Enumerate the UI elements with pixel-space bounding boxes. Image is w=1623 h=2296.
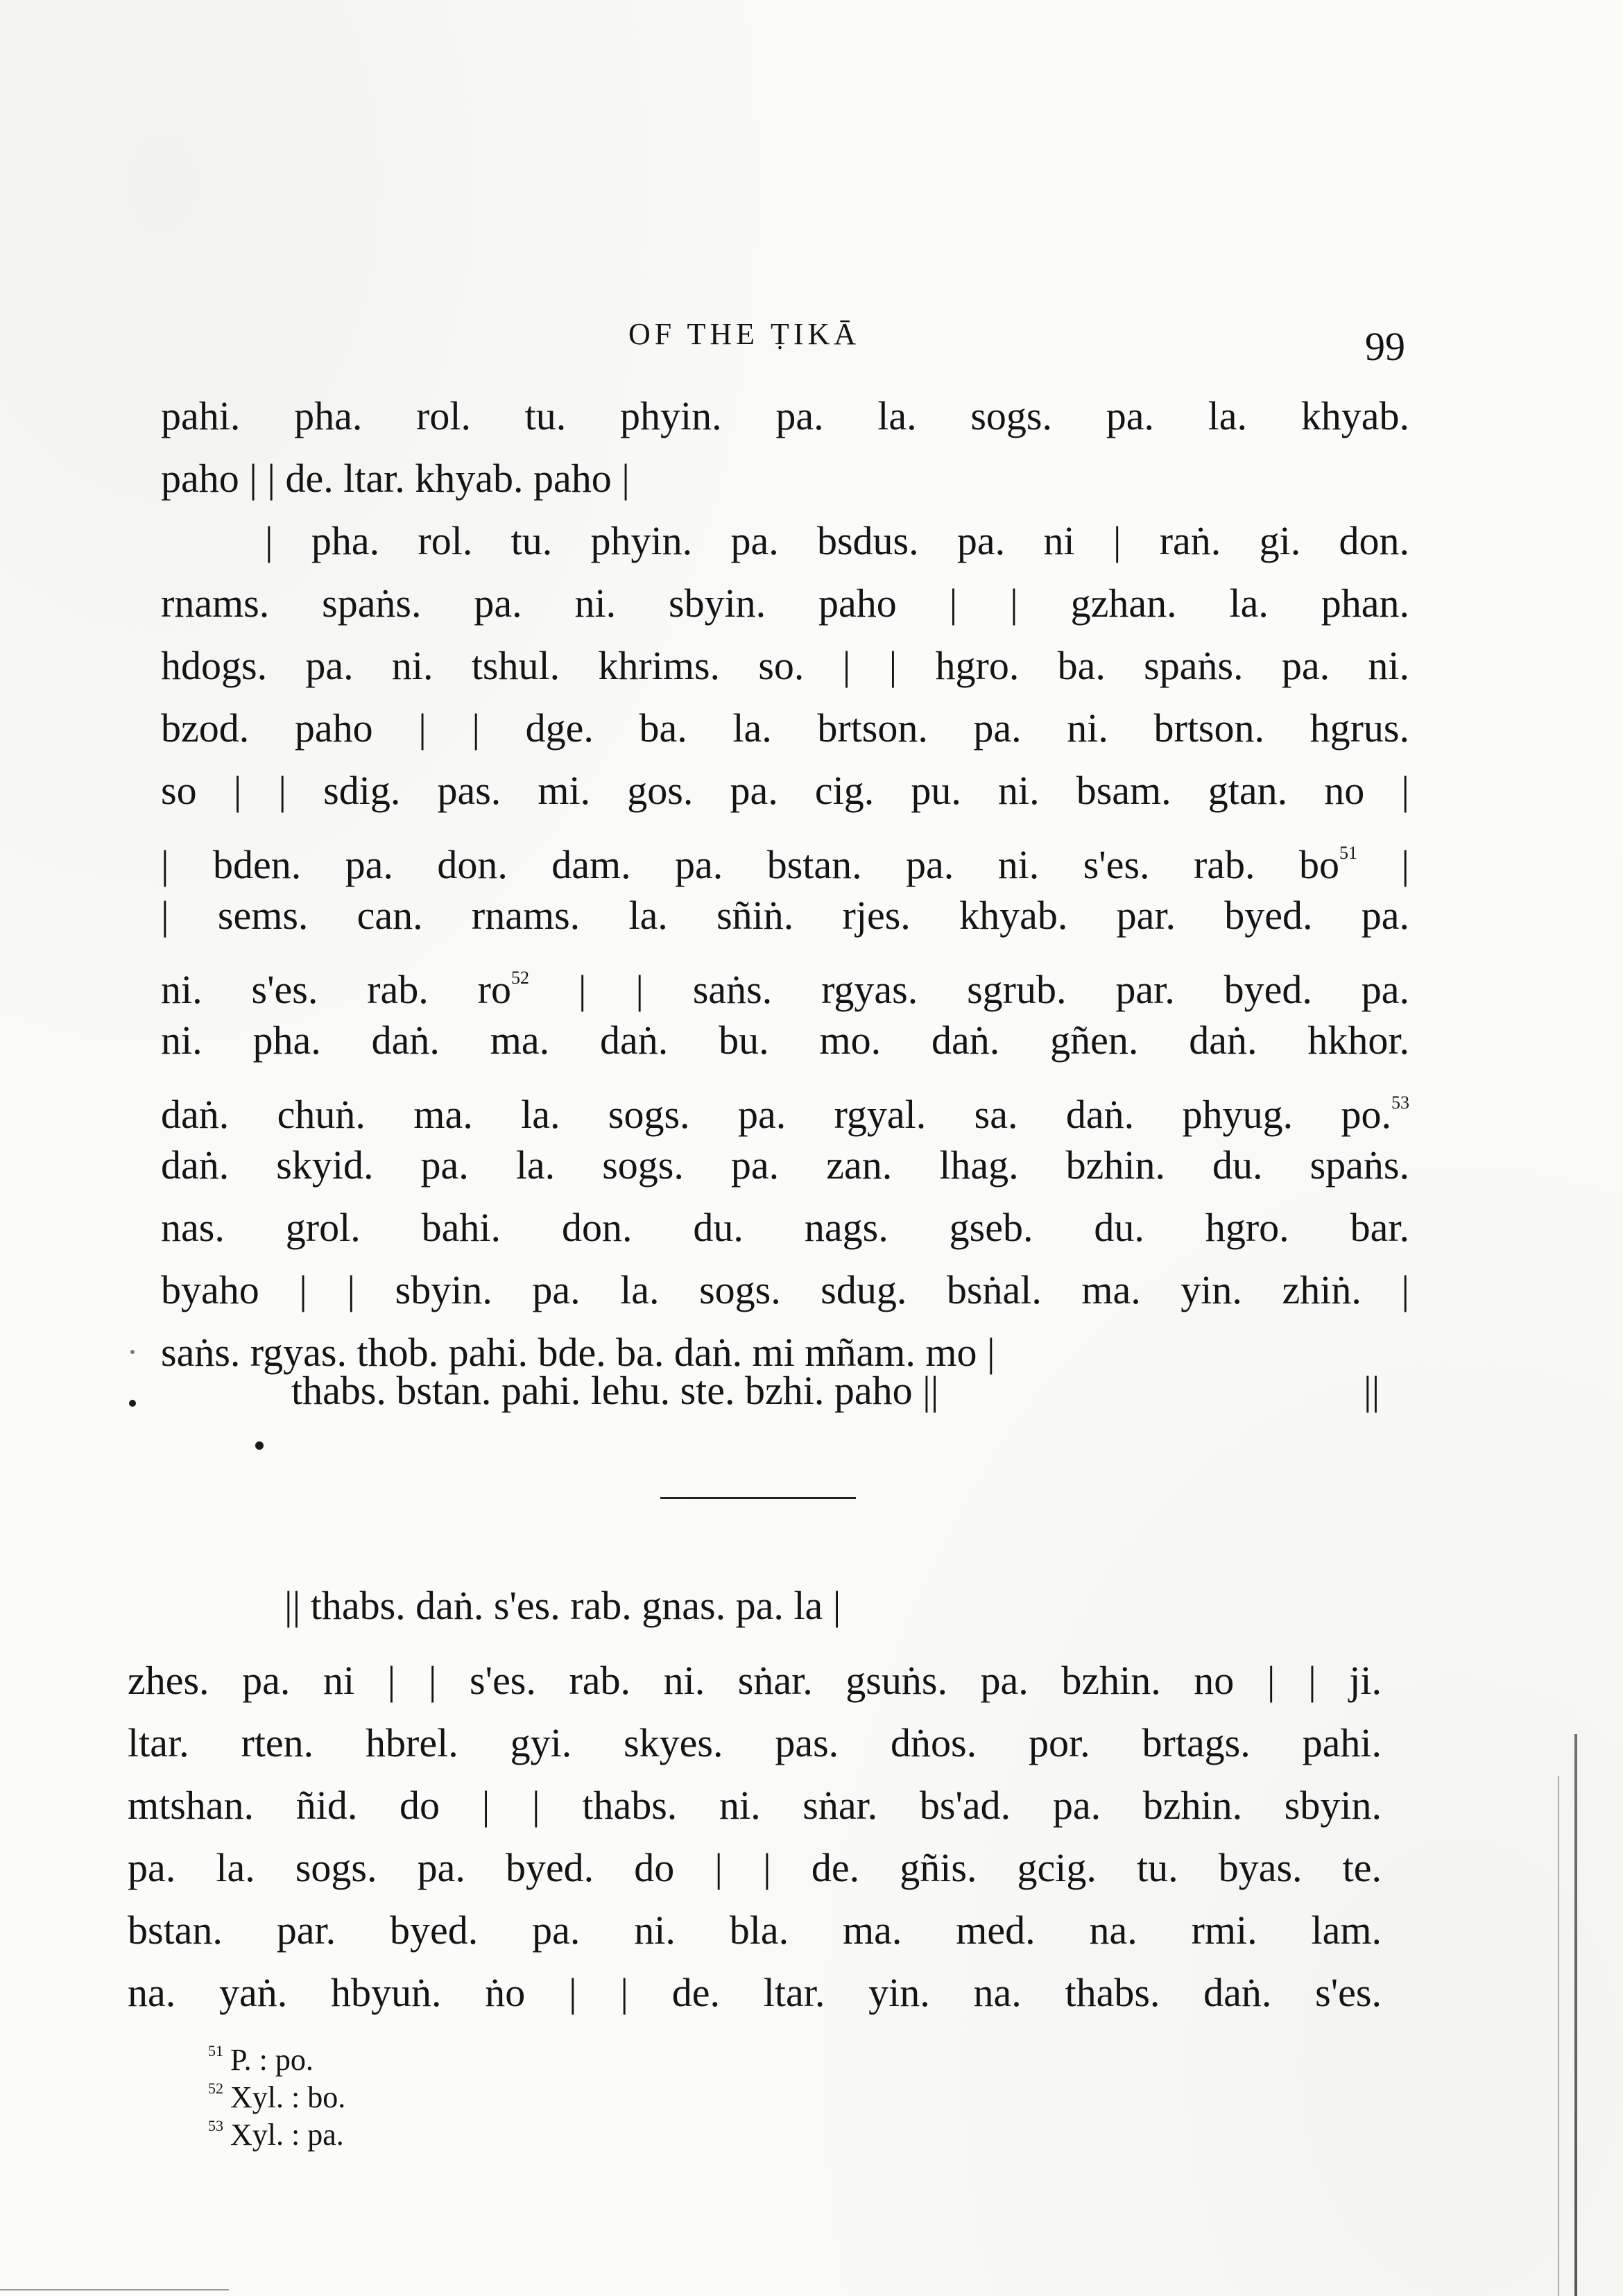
- text-line: [161, 822, 1409, 887]
- text-segment: | | saṅs. rgyas. sgrub. par. byed. pa.: [529, 967, 1409, 1012]
- text-segment: ni. s'es. rab. ro: [161, 967, 511, 1012]
- text-line: [161, 1072, 1409, 1137]
- text-line: pa. la. sogs. pa. byed. do | | de. gñis. gcig. tu. byas. te.: [128, 1845, 1382, 1890]
- text-line: pahi. pha. rol. tu. phyin. pa. la. sogs. pa. la. khyab.: [161, 393, 1409, 438]
- closing-text: thabs. bstan. pahi. lehu. ste. bzhi. paho ||: [291, 1368, 939, 1413]
- text-line: saṅs. rgyas. thob. pahi. bde. ba. daṅ. mi mñam. mo |: [161, 1330, 995, 1375]
- footnote-text: Xyl. : bo.: [230, 2080, 346, 2114]
- text-line: nas. grol. bahi. don. du. nags. gseb. du. hgro. bar.: [161, 1205, 1409, 1250]
- closing-mark: ||: [1364, 1368, 1380, 1413]
- scan-edge-shadow: [1558, 1776, 1559, 2296]
- scan-edge-shadow: [0, 2289, 229, 2290]
- section-text-block: [128, 1650, 1382, 2024]
- footnote-text: Xyl. : pa.: [230, 2118, 344, 2152]
- margin-speck: [130, 1350, 135, 1354]
- text-line: zhes. pa. ni | | s'es. rab. ni. sṅar. gsuṅs. pa. bzhin. no | | ji.: [128, 1658, 1382, 1703]
- footnote-number: 52: [208, 2080, 223, 2097]
- text-line: | sems. can. rnams. la. sñiṅ. rjes. khyab. par. byed. pa.: [161, 893, 1409, 938]
- section-opening-line: || thabs. daṅ. s'es. rab. gnas. pa. la |: [284, 1583, 841, 1628]
- footnote: [208, 2032, 624, 2077]
- text-line: bzod. paho | | dge. ba. la. brtson. pa. ni. brtson. hgrus.: [161, 705, 1409, 751]
- margin-speck: [129, 1400, 136, 1407]
- page-number: 99: [1365, 324, 1405, 369]
- text-line: ni. pha. daṅ. ma. daṅ. bu. mo. daṅ. gñen. daṅ. hkhor.: [161, 1018, 1409, 1063]
- footnote-text: P. : po.: [230, 2043, 314, 2077]
- text-line: paho | | de. ltar. khyab. paho |: [161, 456, 630, 501]
- scan-edge-shadow: [1574, 1734, 1577, 2296]
- text-line: mtshan. ñid. do | | thabs. ni. sṅar. bs'ad. pa. bzhin. sbyin.: [128, 1783, 1382, 1828]
- text-line: so | | sdig. pas. mi. gos. pa. cig. pu. ni. bsam. gtan. no |: [161, 768, 1409, 813]
- margin-speck: [255, 1441, 264, 1450]
- footnote-marker: 51: [1339, 843, 1357, 863]
- text-line: | pha. rol. tu. phyin. pa. bsdus. pa. ni | raṅ. gi. don.: [265, 518, 1409, 563]
- footnote: [208, 2107, 624, 2152]
- text-line: bstan. par. byed. pa. ni. bla. ma. med. na. rmi. lam.: [128, 1908, 1382, 1953]
- text-line: na. yaṅ. hbyuṅ. ṅo | | de. ltar. yin. na. thabs. daṅ. s'es.: [128, 1970, 1382, 2015]
- text-segment: daṅ. chuṅ. ma. la. sogs. pa. rgyal. sa. daṅ. phyug. po.: [161, 1092, 1391, 1137]
- footnote-marker: 53: [1391, 1093, 1409, 1113]
- text-line: hdogs. pa. ni. tshul. khrims. so. | | hgro. ba. spaṅs. pa. ni.: [161, 643, 1409, 688]
- running-title: OF THE ṬIKĀ: [628, 317, 861, 351]
- text-line: daṅ. skyid. pa. la. sogs. pa. zan. lhag. bzhin. du. spaṅs.: [161, 1142, 1409, 1188]
- footnotes: [208, 2032, 624, 2152]
- text-line: rnams. spaṅs. pa. ni. sbyin. paho | | gzhan. la. phan.: [161, 581, 1409, 626]
- running-head: [0, 314, 1623, 369]
- text-segment: | bden. pa. don. dam. pa. bstan. pa. ni. s'es. rab. bo: [161, 842, 1339, 887]
- footnote-number: 53: [208, 2117, 223, 2134]
- footnote-number: 51: [208, 2042, 223, 2059]
- footnote: [208, 2070, 624, 2114]
- text-line: ltar. rten. hbrel. gyi. skyes. pas. dṅos. por. brtags. pahi.: [128, 1720, 1382, 1765]
- text-line: byaho | | sbyin. pa. la. sogs. sdug. bsṅal. ma. yin. zhiṅ. |: [161, 1267, 1409, 1312]
- footnote-marker: 52: [510, 968, 529, 988]
- text-segment: |: [1357, 842, 1409, 887]
- main-text-block: [161, 385, 1409, 1384]
- section-divider-rule: [660, 1497, 856, 1499]
- text-line: [161, 947, 1409, 1012]
- chapter-closing-line: [291, 1360, 1401, 1422]
